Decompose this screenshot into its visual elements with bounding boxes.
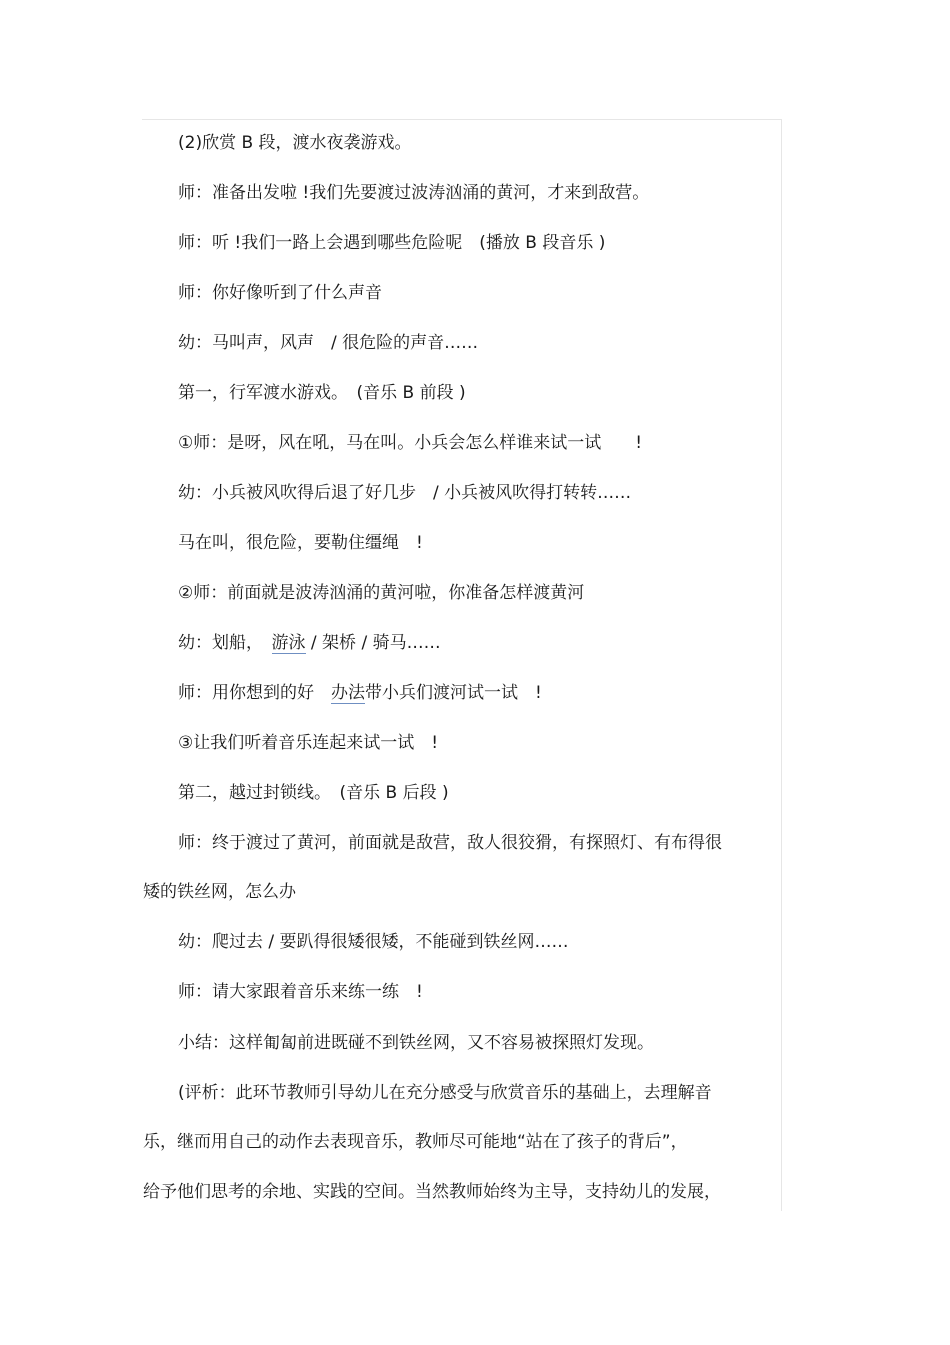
paragraph-line: 师：听 !我们一路上会遇到哪些危险呢 (播放 B 段音乐 ) [178,233,606,253]
underlined-word-link[interactable]: 游泳 [271,633,306,653]
paragraph-line: 幼：小兵被风吹得后退了好几步 / 小兵被风吹得打转转…… [178,483,632,503]
paragraph-line: 矮的铁丝网，怎么办 [143,882,296,902]
text-segment: 幼：划船， [178,633,272,653]
text-segment: 带小兵们渡河试一试 ! [365,683,542,703]
paragraph-heading: (2)欣赏 B 段，渡水夜袭游戏。 [178,133,412,153]
paragraph-line [178,631,441,655]
paragraph-line: (评析：此环节教师引导幼儿在充分感受与欣赏音乐的基础上，去理解音 [178,1083,712,1103]
paragraph-line: 乐，继而用自己的动作去表现音乐，教师尽可能地“站在了孩子的背后”， [143,1132,688,1152]
paragraph-line: ②师：前面就是波涛汹涌的黄河啦，你准备怎样渡黄河 [178,583,585,603]
text-segment: 师：用你想到的好 [178,683,331,703]
paragraph-line: 师：准备出发啦 !我们先要渡过波涛汹涌的黄河，才来到敌营。 [178,183,650,203]
paragraph-line: 第二，越过封锁线。 (音乐 B 后段 ) [178,783,449,803]
paragraph-line: 幼：爬过去 / 要趴得很矮很矮，不能碰到铁丝网…… [178,932,569,952]
paragraph-line: 马在叫，很危险，要勒住缰绳 ! [178,533,423,553]
paragraph-line: ③让我们听着音乐连起来试一试 ! [178,733,439,753]
paragraph-line [178,681,542,705]
paragraph-line: 幼：马叫声，风声 / 很危险的声音…… [178,333,479,353]
text-segment: / 架桥 / 骑马…… [305,633,441,653]
paragraph-line: 给予他们思考的余地、实践的空间。当然教师始终为主导，支持幼儿的发展， [143,1182,721,1202]
paragraph-line: 师：终于渡过了黄河，前面就是敌营，敌人很狡猾，有探照灯、有布得很 [178,833,722,853]
paragraph-line: 师：你好像听到了什么声音 [178,283,382,303]
underlined-word-link[interactable]: 办法 [331,683,365,703]
paragraph-line: 第一，行军渡水游戏。 (音乐 B 前段 ) [178,383,466,403]
paragraph-line: ①师：是呀，风在吼，马在叫。小兵会怎么样谁来试一试 ! [178,433,643,453]
paragraph-line: 师：请大家跟着音乐来练一练 ! [178,982,423,1002]
paragraph-line: 小结：这样匍匐前进既碰不到铁丝网，又不容易被探照灯发现。 [178,1033,654,1053]
